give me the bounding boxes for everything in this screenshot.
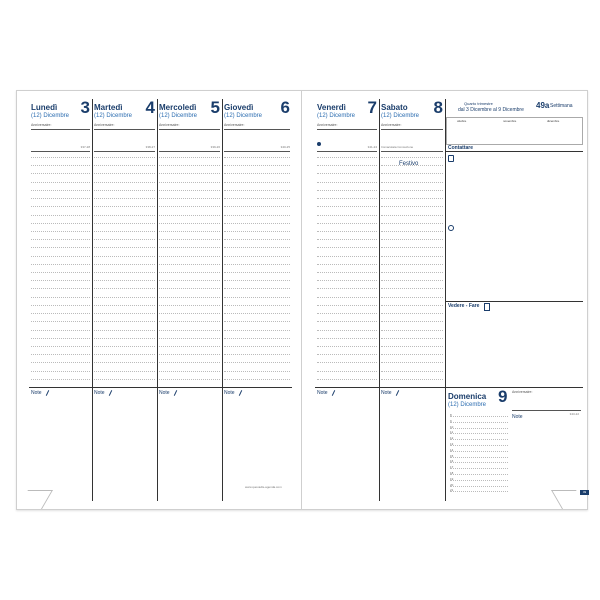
hour-line: [31, 297, 90, 298]
notes-area[interactable]: [315, 387, 379, 502]
mini-cal-month: ottobre: [457, 119, 467, 123]
hour-line: [31, 313, 90, 314]
hour-line: [31, 371, 90, 372]
hour-line: [381, 338, 443, 339]
hour-line: [381, 321, 443, 322]
hour-line: [381, 215, 443, 216]
sunday-hour-line: [450, 474, 508, 475]
hour-line: [224, 182, 290, 183]
hour-line: [317, 354, 377, 355]
hour-line: [317, 215, 377, 216]
sunday-hour-line: [450, 486, 508, 487]
hour-line: [317, 297, 377, 298]
hour-line: [224, 223, 290, 224]
day-of-year: 341-24: [367, 145, 377, 149]
day-column-lunedi: [29, 99, 93, 501]
day-name: Mercoledì: [159, 103, 197, 112]
hour-line: [317, 182, 377, 183]
contact-box[interactable]: [446, 151, 583, 392]
day-of-year: 337-28: [80, 145, 90, 149]
hour-line: [31, 190, 90, 191]
right-info-panel: [446, 99, 583, 501]
hour-line: [159, 330, 220, 331]
day-number: 4: [145, 98, 155, 117]
sunday-hour-line: [450, 428, 508, 429]
hour-line: [224, 321, 290, 322]
day-name: Giovedì: [224, 103, 254, 112]
quarter-subtitle: dal 3 Dicembre al 9 Dicembre: [458, 107, 524, 113]
hour-line: [31, 280, 90, 281]
pencil-icon: [174, 390, 177, 396]
day-month: (12) Dicembre: [381, 113, 420, 119]
mini-cal-month: dicembre: [547, 119, 560, 123]
hour-line: [94, 157, 155, 158]
day-divider: [224, 151, 290, 152]
day-number: 8: [433, 98, 443, 117]
hour-line: [159, 182, 220, 183]
hour-line: [381, 346, 443, 347]
sunday-box: [446, 387, 583, 502]
day-name: Lunedì: [31, 103, 58, 112]
hour-line: [31, 362, 90, 363]
hour-line: [94, 346, 155, 347]
day-month: (12) Dicembre: [159, 113, 198, 119]
sunday-hour-line: [450, 462, 508, 463]
day-divider: [159, 151, 220, 152]
hour-line: [31, 338, 90, 339]
quarter-title: Quarto trimestre: [464, 101, 493, 106]
hour-line: [224, 297, 290, 298]
hour-line: [159, 297, 220, 298]
hour-line: [224, 239, 290, 240]
hour-line: [381, 330, 443, 331]
hour-line: [159, 346, 220, 347]
hour-line: [94, 247, 155, 248]
sunday-hour-label: 20: [450, 482, 454, 487]
hour-line: [31, 321, 90, 322]
hour-line: [31, 247, 90, 248]
hour-line: [31, 239, 90, 240]
hour-line: [381, 305, 443, 306]
hour-line: [381, 173, 443, 174]
hour-lines: [222, 157, 292, 387]
hour-line: [94, 288, 155, 289]
hour-line: [381, 272, 443, 273]
hour-line: [94, 371, 155, 372]
notes-label: Note: [317, 390, 328, 396]
hour-lines: [379, 157, 445, 387]
hour-line: [31, 354, 90, 355]
hour-line: [224, 256, 290, 257]
hour-line: [381, 288, 443, 289]
sunday-hour-label: 11: [450, 430, 454, 435]
page-number-tab: 49: [580, 490, 589, 495]
hour-line: [159, 354, 220, 355]
hour-line: [224, 305, 290, 306]
notes-area[interactable]: [157, 387, 222, 502]
anniversary-label: Anniversaire:: [381, 123, 402, 127]
hour-line: [224, 190, 290, 191]
hour-line: [317, 371, 377, 372]
hour-line: [159, 338, 220, 339]
hour-line: [31, 173, 90, 174]
hour-line: [94, 190, 155, 191]
hour-line: [224, 338, 290, 339]
hour-line: [94, 256, 155, 257]
sunday-hour-line: [450, 422, 508, 423]
hour-line: [224, 379, 290, 380]
notes-label: Note: [159, 390, 170, 396]
day-divider: [159, 129, 220, 130]
sunday-anniversary: Anniversaire:: [512, 390, 533, 394]
hour-line: [159, 173, 220, 174]
hour-line: [317, 330, 377, 331]
hour-line: [317, 272, 377, 273]
hour-line: [94, 362, 155, 363]
sunday-hour-lines: [448, 413, 510, 498]
hour-line: [159, 215, 220, 216]
hour-line: [159, 247, 220, 248]
hour-line: [381, 157, 443, 158]
sunday-hour-label: 19: [450, 476, 454, 481]
sunday-hour-label: 18: [450, 471, 454, 475]
day-column-martedi: [92, 99, 158, 501]
sunday-hour-line: [450, 457, 508, 458]
sunday-month: (12) Dicembre: [448, 402, 487, 408]
anniversary-label: Anniversaire:: [94, 123, 115, 127]
hour-line: [31, 206, 90, 207]
hour-line: [159, 272, 220, 273]
day-of-year: 340-25: [280, 145, 290, 149]
divider: [446, 301, 583, 302]
day-column-giovedi: [222, 99, 292, 501]
hour-line: [317, 379, 377, 380]
hour-line: [159, 264, 220, 265]
hour-line: [31, 379, 90, 380]
day-divider: [31, 151, 90, 152]
sunday-hour-line: [450, 491, 508, 492]
hour-line: [317, 321, 377, 322]
hour-line: [94, 313, 155, 314]
sunday-hour-label: 21: [450, 488, 454, 493]
hour-line: [159, 305, 220, 306]
open-agenda: [16, 90, 588, 510]
hour-line: [381, 165, 443, 166]
moon-phase-icon: [317, 142, 321, 146]
hour-line: [31, 288, 90, 289]
hour-line: [159, 157, 220, 158]
day-divider: [224, 129, 290, 130]
hour-line: [224, 313, 290, 314]
clipboard-icon: [484, 303, 490, 311]
hour-line: [31, 165, 90, 166]
hour-line: [94, 305, 155, 306]
notes-area[interactable]: [29, 387, 92, 502]
hour-line: [31, 346, 90, 347]
hour-line: [159, 362, 220, 363]
hour-line: [224, 354, 290, 355]
hour-line: [224, 288, 290, 289]
hour-line: [159, 379, 220, 380]
hour-line: [31, 272, 90, 273]
right-page: [303, 91, 587, 509]
hour-line: [317, 157, 377, 158]
hour-lines: [315, 157, 379, 387]
notes-area[interactable]: [92, 387, 157, 502]
hour-line: [94, 280, 155, 281]
day-name: Martedì: [94, 103, 123, 112]
sunday-divider: [512, 410, 581, 411]
mini-cal-month: novembre: [503, 119, 517, 123]
hour-line: [317, 239, 377, 240]
mini-calendars: [446, 117, 583, 145]
day-name: Venerdì: [317, 103, 346, 112]
hour-line: [381, 182, 443, 183]
day-divider: [31, 129, 90, 130]
hour-line: [94, 330, 155, 331]
day-column-venerdi: [315, 99, 380, 501]
hour-line: [31, 182, 90, 183]
hour-line: [31, 264, 90, 265]
hour-lines: [29, 157, 92, 387]
day-month: (12) Dicembre: [224, 113, 263, 119]
day-month: (12) Dicembre: [317, 113, 356, 119]
hour-line: [317, 206, 377, 207]
day-divider: [317, 151, 377, 152]
hour-line: [31, 305, 90, 306]
pencil-icon: [332, 390, 335, 396]
sunday-hour-label: 9: [450, 418, 452, 423]
hour-line: [317, 173, 377, 174]
pencil-icon: [239, 390, 242, 396]
hour-line: [381, 280, 443, 281]
holiday-name: Immacolata Concezione: [381, 145, 414, 149]
hour-line: [317, 165, 377, 166]
notes-label: Note: [224, 390, 235, 396]
sunday-hour-line: [450, 451, 508, 452]
sunday-hour-line: [450, 480, 508, 481]
day-column-mercoledi: [157, 99, 223, 501]
hour-line: [159, 280, 220, 281]
sunday-hour-line: [450, 439, 508, 440]
day-divider: [94, 151, 155, 152]
hour-line: [381, 239, 443, 240]
hour-line: [224, 346, 290, 347]
hour-line: [224, 362, 290, 363]
hour-line: [317, 280, 377, 281]
hour-line: [94, 206, 155, 207]
hour-line: [94, 338, 155, 339]
hour-line: [224, 280, 290, 281]
hour-line: [159, 198, 220, 199]
vedere-fare-label: Vedere - Fare: [448, 303, 480, 309]
hour-lines: [92, 157, 157, 387]
at-sign-icon: [448, 225, 454, 231]
hour-line: [31, 198, 90, 199]
day-divider: [317, 129, 377, 130]
anniversary-label: Anniversaire:: [159, 123, 180, 127]
anniversary-label: Anniversaire:: [317, 123, 338, 127]
sunday-name: Domenica: [448, 392, 487, 401]
hour-line: [94, 173, 155, 174]
pencil-icon: [46, 390, 49, 396]
hour-line: [224, 215, 290, 216]
hour-line: [159, 313, 220, 314]
hour-line: [94, 264, 155, 265]
hour-line: [317, 231, 377, 232]
day-of-year: 339-26: [210, 145, 220, 149]
day-divider: [94, 129, 155, 130]
hour-line: [381, 379, 443, 380]
day-month: (12) Dicembre: [94, 113, 133, 119]
sunday-day-of-year: 343-22: [569, 412, 579, 416]
notes-label: Note: [381, 390, 392, 396]
hour-line: [224, 272, 290, 273]
hour-line: [31, 256, 90, 257]
hour-line: [94, 198, 155, 199]
sunday-note-label: Note: [512, 414, 523, 420]
hour-line: [159, 239, 220, 240]
pencil-icon: [396, 390, 399, 396]
sunday-hour-label: 12: [450, 436, 454, 441]
hour-line: [159, 288, 220, 289]
hour-line: [94, 354, 155, 355]
hour-line: [224, 173, 290, 174]
hour-line: [317, 346, 377, 347]
hour-line: [31, 215, 90, 216]
sunday-hour-label: 15: [450, 453, 454, 458]
hour-line: [159, 231, 220, 232]
hour-line: [317, 288, 377, 289]
hour-line: [224, 371, 290, 372]
hour-line: [159, 165, 220, 166]
day-number: 7: [367, 98, 377, 117]
hour-line: [94, 165, 155, 166]
phone-icon: [448, 155, 454, 162]
anniversary-label: Anniversaire:: [224, 123, 245, 127]
hour-line: [381, 198, 443, 199]
pencil-icon: [109, 390, 112, 396]
sunday-hour-label: 10: [450, 424, 454, 429]
contact-label: Contattare: [448, 145, 474, 151]
hour-line: [159, 371, 220, 372]
left-page: [17, 91, 302, 509]
hour-line: [317, 305, 377, 306]
hour-line: [94, 321, 155, 322]
hour-line: [381, 256, 443, 257]
hour-line: [159, 206, 220, 207]
day-number: 3: [80, 98, 90, 117]
hour-line: [94, 231, 155, 232]
hour-line: [94, 272, 155, 273]
hour-line: [381, 371, 443, 372]
day-divider: [381, 151, 443, 152]
hour-line: [224, 198, 290, 199]
hour-line: [381, 264, 443, 265]
sunday-hour-label: 14: [450, 447, 454, 452]
sunday-hour-line: [450, 468, 508, 469]
day-of-year: 338-27: [145, 145, 155, 149]
hour-line: [159, 256, 220, 257]
hour-line: [317, 313, 377, 314]
hour-line: [94, 182, 155, 183]
hour-line: [317, 256, 377, 257]
notes-label: Note: [94, 390, 105, 396]
week-label: Settimana: [550, 103, 573, 109]
hour-line: [317, 338, 377, 339]
hour-line: [381, 313, 443, 314]
hour-line: [94, 223, 155, 224]
sunday-number: 9: [498, 387, 508, 406]
hour-line: [224, 157, 290, 158]
anniversary-label: Anniversaire:: [31, 123, 52, 127]
hour-line: [159, 321, 220, 322]
hour-line: [224, 165, 290, 166]
day-month: (12) Dicembre: [31, 113, 70, 119]
hour-line: [317, 247, 377, 248]
festivo-label: Festivo: [399, 161, 419, 167]
hour-line: [381, 231, 443, 232]
sunday-hour-label: 17: [450, 465, 454, 470]
hour-line: [381, 247, 443, 248]
sunday-hour-label: 16: [450, 459, 454, 464]
hour-line: [317, 198, 377, 199]
hour-line: [224, 264, 290, 265]
day-name: Sabato: [381, 103, 408, 112]
hour-line: [31, 330, 90, 331]
hour-lines: [157, 157, 222, 387]
hour-line: [317, 190, 377, 191]
day-number: 5: [210, 98, 220, 117]
hour-line: [317, 223, 377, 224]
hour-line: [94, 379, 155, 380]
footer-url: www.quovadis-agenda.com: [245, 485, 282, 489]
hour-line: [381, 223, 443, 224]
hour-line: [381, 297, 443, 298]
notes-area[interactable]: [379, 387, 445, 502]
notes-label: Note: [31, 390, 42, 396]
sunday-hour-line: [450, 445, 508, 446]
hour-line: [317, 362, 377, 363]
hour-line: [224, 247, 290, 248]
week-badge: 49a: [536, 101, 550, 110]
hour-line: [31, 157, 90, 158]
hour-line: [159, 190, 220, 191]
day-number: 6: [280, 98, 290, 117]
hour-line: [94, 215, 155, 216]
hour-line: [159, 223, 220, 224]
day-divider: [381, 129, 443, 130]
hour-line: [94, 239, 155, 240]
hour-line: [381, 190, 443, 191]
sunday-hour-line: [450, 433, 508, 434]
hour-line: [224, 330, 290, 331]
hour-line: [224, 206, 290, 207]
hour-line: [31, 231, 90, 232]
sunday-hour-line: [450, 416, 508, 417]
hour-line: [381, 354, 443, 355]
hour-line: [317, 264, 377, 265]
hour-line: [224, 231, 290, 232]
hour-line: [94, 297, 155, 298]
hour-line: [31, 223, 90, 224]
hour-line: [381, 362, 443, 363]
day-column-sabato: [379, 99, 446, 501]
sunday-hour-label: 13: [450, 442, 454, 446]
hour-line: [381, 206, 443, 207]
sunday-hour-label: 8: [450, 413, 452, 417]
